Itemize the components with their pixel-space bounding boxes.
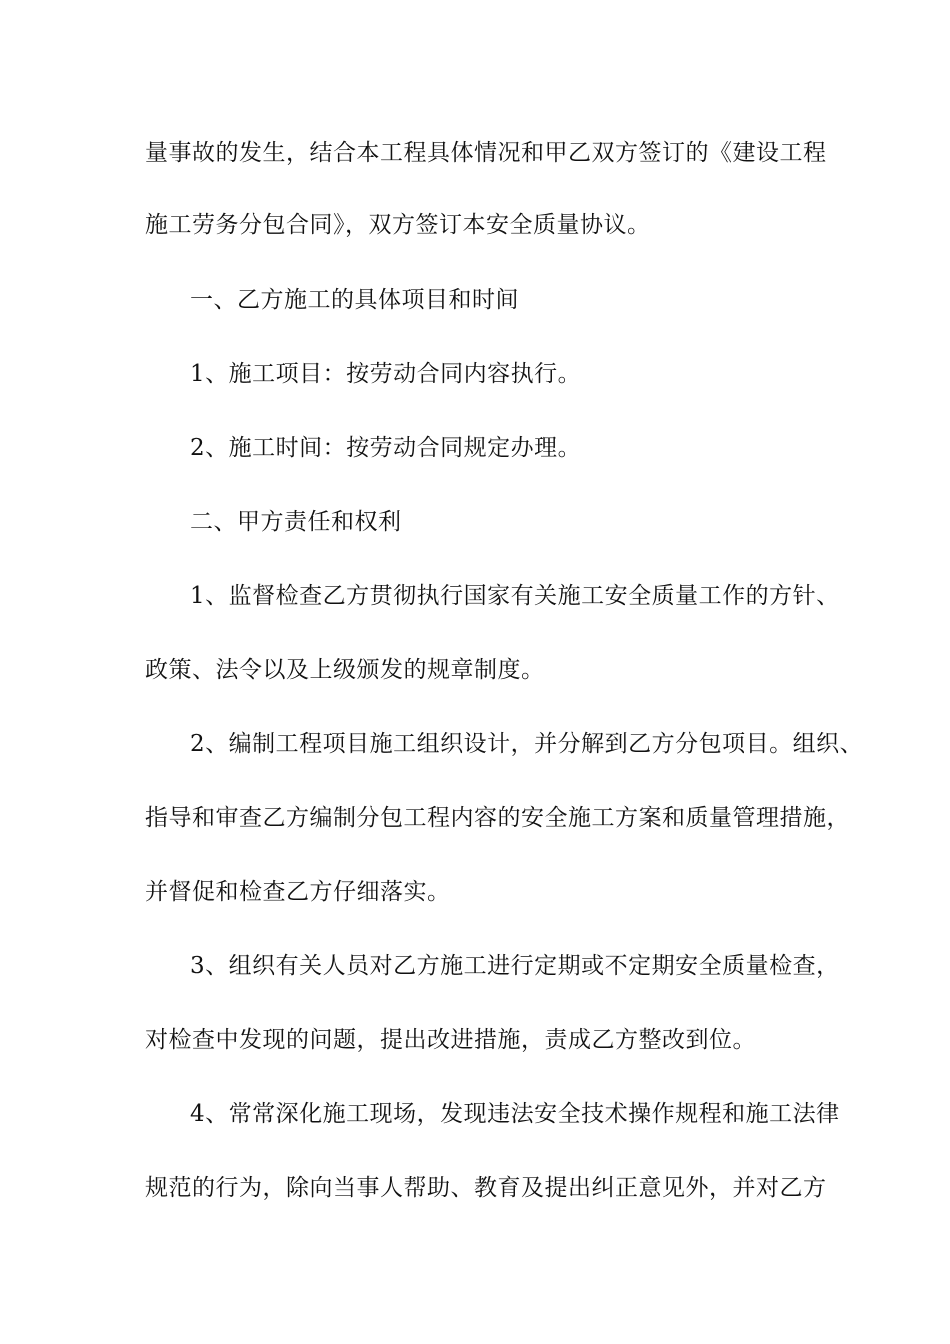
list-item: 4、常常深化施工现场，发现违法安全技术操作规程和施工法律 — [190, 1101, 840, 1127]
list-item: 2、施工时间：按劳动合同规定办理。 — [190, 435, 582, 461]
body-text-line: 指导和审查乙方编制分包工程内容的安全施工方案和质量管理措施， — [145, 805, 850, 831]
list-item: 3、组织有关人员对乙方施工进行定期或不定期安全质量检查， — [190, 953, 840, 979]
body-text-line: 并督促和检查乙方仔细落实。 — [145, 879, 451, 905]
section-heading: 二、甲方责任和权利 — [190, 509, 402, 535]
section-heading: 一、乙方施工的具体项目和时间 — [190, 287, 519, 313]
list-item: 2、编制工程项目施工组织设计，并分解到乙方分包项目。组织、 — [190, 731, 864, 757]
body-text-line: 规范的行为，除向当事人帮助、教育及提出纠正意见外，并对乙方 — [145, 1175, 827, 1201]
list-item: 1、监督检查乙方贯彻执行国家有关施工安全质量工作的方针、 — [190, 583, 840, 609]
body-text-line: 政策、法令以及上级颁发的规章制度。 — [145, 657, 545, 683]
body-text-line: 量事故的发生，结合本工程具体情况和甲乙双方签订的《建设工程 — [145, 140, 827, 166]
body-text-line: 施工劳务分包合同》，双方签订本安全质量协议。 — [145, 212, 651, 238]
body-text-line: 对检查中发现的问题，提出改进措施，责成乙方整改到位。 — [145, 1027, 756, 1053]
list-item: 1、施工项目：按劳动合同内容执行。 — [190, 361, 582, 387]
